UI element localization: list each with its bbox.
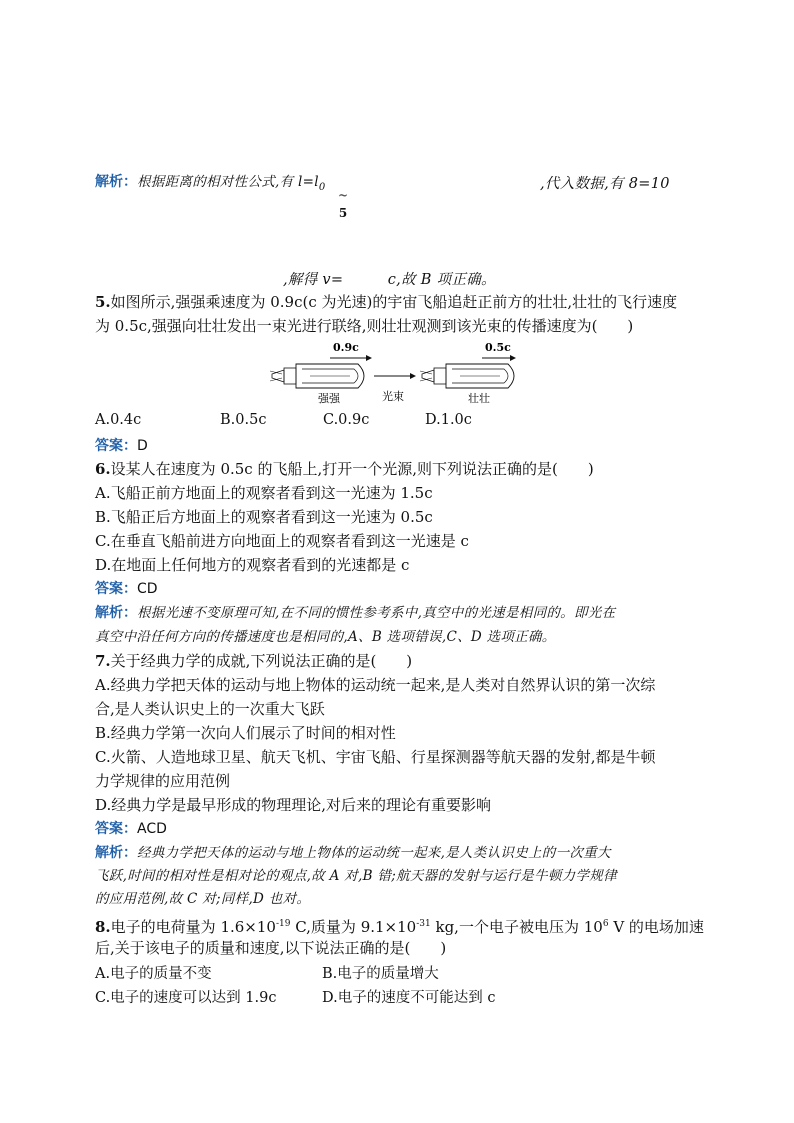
q5-option-d: D.1.0c <box>425 412 472 428</box>
spaceship-figure <box>270 338 530 408</box>
q7-number: 7. <box>95 652 111 670</box>
right-speed-label: 0.5c <box>485 341 511 354</box>
q6-option-c: C.在垂直飞船前进方向地面上的观察者看到这一光速是 c <box>95 532 469 550</box>
q7-jiexi-line2: 飞跃,时间的相对性是相对论的观点,故 A 对,B 错;航天器的发射与运行是牛顿力学规律 <box>95 868 617 884</box>
q7-option-c-line1: C.火箭、人造地球卫星、航天飞机、宇宙飞船、行星探测器等航天器的发射,都是牛顿 <box>95 748 656 766</box>
left-speed-label: 0.9c <box>333 341 359 354</box>
beam-label: 光束 <box>382 390 404 403</box>
q6-option-a: A.飞船正前方地面上的观察者看到这一光速为 1.5c <box>95 484 433 502</box>
q6-option-d: D.在地面上任何地方的观察者看到的光速都是 c <box>95 556 410 574</box>
fraction-top: ~ <box>337 188 349 202</box>
q5-stem-line1 <box>95 292 677 312</box>
jiexi-label: 解析： <box>95 605 137 621</box>
q6-jiexi-text: 根据光速不变原理可知,在不同的惯性参考系中,真空中的光速是相同的。即光在 <box>137 605 616 621</box>
q4-jiexi-text: 根据距离的相对性公式,有 l=l <box>137 174 319 190</box>
left-spaceship <box>270 364 364 388</box>
q7-option-d: D.经典力学是最早形成的物理理论,对后来的理论有重要影响 <box>95 796 492 814</box>
q7-option-b: B.经典力学第一次向人们展示了时间的相对性 <box>95 724 396 742</box>
q7-jiexi-line3: 的应用范例,故 C 对;同样,D 也对。 <box>95 891 311 907</box>
q7-answer-line <box>95 819 167 839</box>
voltage-exponent: 6 <box>602 919 609 929</box>
answer-label: 答案： <box>95 438 137 454</box>
q6-jiexi-line2: 真空中沿任何方向的传播速度也是相同的,A、B 选项错误,C、D 选项正确。 <box>95 629 556 645</box>
q5-answer-line <box>95 436 148 456</box>
right-spaceship <box>420 364 514 388</box>
right-speed-arrowhead <box>510 355 516 361</box>
answer-label: 答案： <box>95 581 137 597</box>
q5-number: 5. <box>95 293 111 311</box>
jiexi-label: 解析： <box>95 174 137 190</box>
q5-answer: D <box>137 438 148 454</box>
q5-option-b: B.0.5c <box>220 412 267 428</box>
q8-number: 8. <box>95 918 111 936</box>
q5-option-c: C.0.9c <box>323 412 370 428</box>
q6-stem <box>95 459 594 479</box>
charge-exponent: -19 <box>275 919 291 929</box>
jiexi-label: 解析： <box>95 845 137 861</box>
q8-stem-line1 <box>95 914 704 937</box>
q8-option-a: A.电子的质量不变 <box>95 966 212 982</box>
q8-option-c: C.电子的速度可以达到 1.9c <box>95 990 277 1006</box>
q7-jiexi-line1 <box>95 843 611 863</box>
right-name-label: 壮壮 <box>468 392 490 405</box>
q8-stem-part-b: C,质量为 9.1×10 <box>290 918 417 936</box>
q7-jiexi-text: 经典力学把天体的运动与地上物体的运动统一起来,是人类认识史上的一次重大 <box>137 845 611 861</box>
q6-stem-text: 设某人在速度为 0.5c 的飞船上,打开一个光源,则下列说法正确的是( ) <box>110 460 594 478</box>
left-speed-arrowhead <box>366 355 372 361</box>
left-name-label: 强强 <box>318 392 340 405</box>
q8-option-d: D.电子的速度不可能达到 c <box>322 990 496 1006</box>
q4-right-text: ,代入数据,有 8=10 <box>540 176 670 192</box>
q8-option-b: B.电子的质量增大 <box>322 966 439 982</box>
q6-jiexi-line1 <box>95 603 615 623</box>
q7-option-a-line2: 合,是人类认识史上的一次重大飞跃 <box>95 700 325 718</box>
q6-answer-line <box>95 579 158 599</box>
q8-stem-part-c: kg,一个电子被电压为 10 <box>430 918 603 936</box>
light-beam-arrowhead <box>410 373 416 379</box>
q5-option-a: A.0.4c <box>95 412 142 428</box>
q4-solve-text: ,解得 v= c,故 B 项正确。 <box>283 272 496 288</box>
fraction-bottom: 5 <box>338 206 348 220</box>
q8-stem-line2: 后,关于该电子的质量和速度,以下说法正确的是( ) <box>95 939 447 957</box>
q4-jiexi-line <box>95 172 325 198</box>
q5-stem-line2: 为 0.5c,强强向壮壮发出一束光进行联络,则壮壮观测到该光束的传播速度为( ) <box>95 317 634 335</box>
q6-number: 6. <box>95 460 111 478</box>
q6-option-b: B.飞船正后方地面上的观察者看到这一光速为 0.5c <box>95 508 433 526</box>
q7-answer: ACD <box>137 821 167 837</box>
q7-stem <box>95 651 412 671</box>
q8-stem-part-a: 电子的电荷量为 1.6×10 <box>110 918 276 936</box>
q7-option-c-line2: 力学规律的应用范例 <box>95 772 231 790</box>
l0-subscript: 0 <box>318 181 326 193</box>
q8-stem-part-d: V 的电场加速 <box>608 918 704 936</box>
mass-exponent: -31 <box>416 919 431 929</box>
q6-answer: CD <box>137 581 158 597</box>
answer-label: 答案： <box>95 821 137 837</box>
q5-stem-text: 如图所示,强强乘速度为 0.9c(c 为光速)的宇宙飞船追赶正前方的壮壮,壮壮的飞行速度 <box>110 293 678 311</box>
q7-option-a-line1: A.经典力学把天体的运动与地上物体的运动统一起来,是人类对自然界认识的第一次综 <box>95 676 656 694</box>
q7-stem-text: 关于经典力学的成就,下列说法正确的是( ) <box>110 652 413 670</box>
